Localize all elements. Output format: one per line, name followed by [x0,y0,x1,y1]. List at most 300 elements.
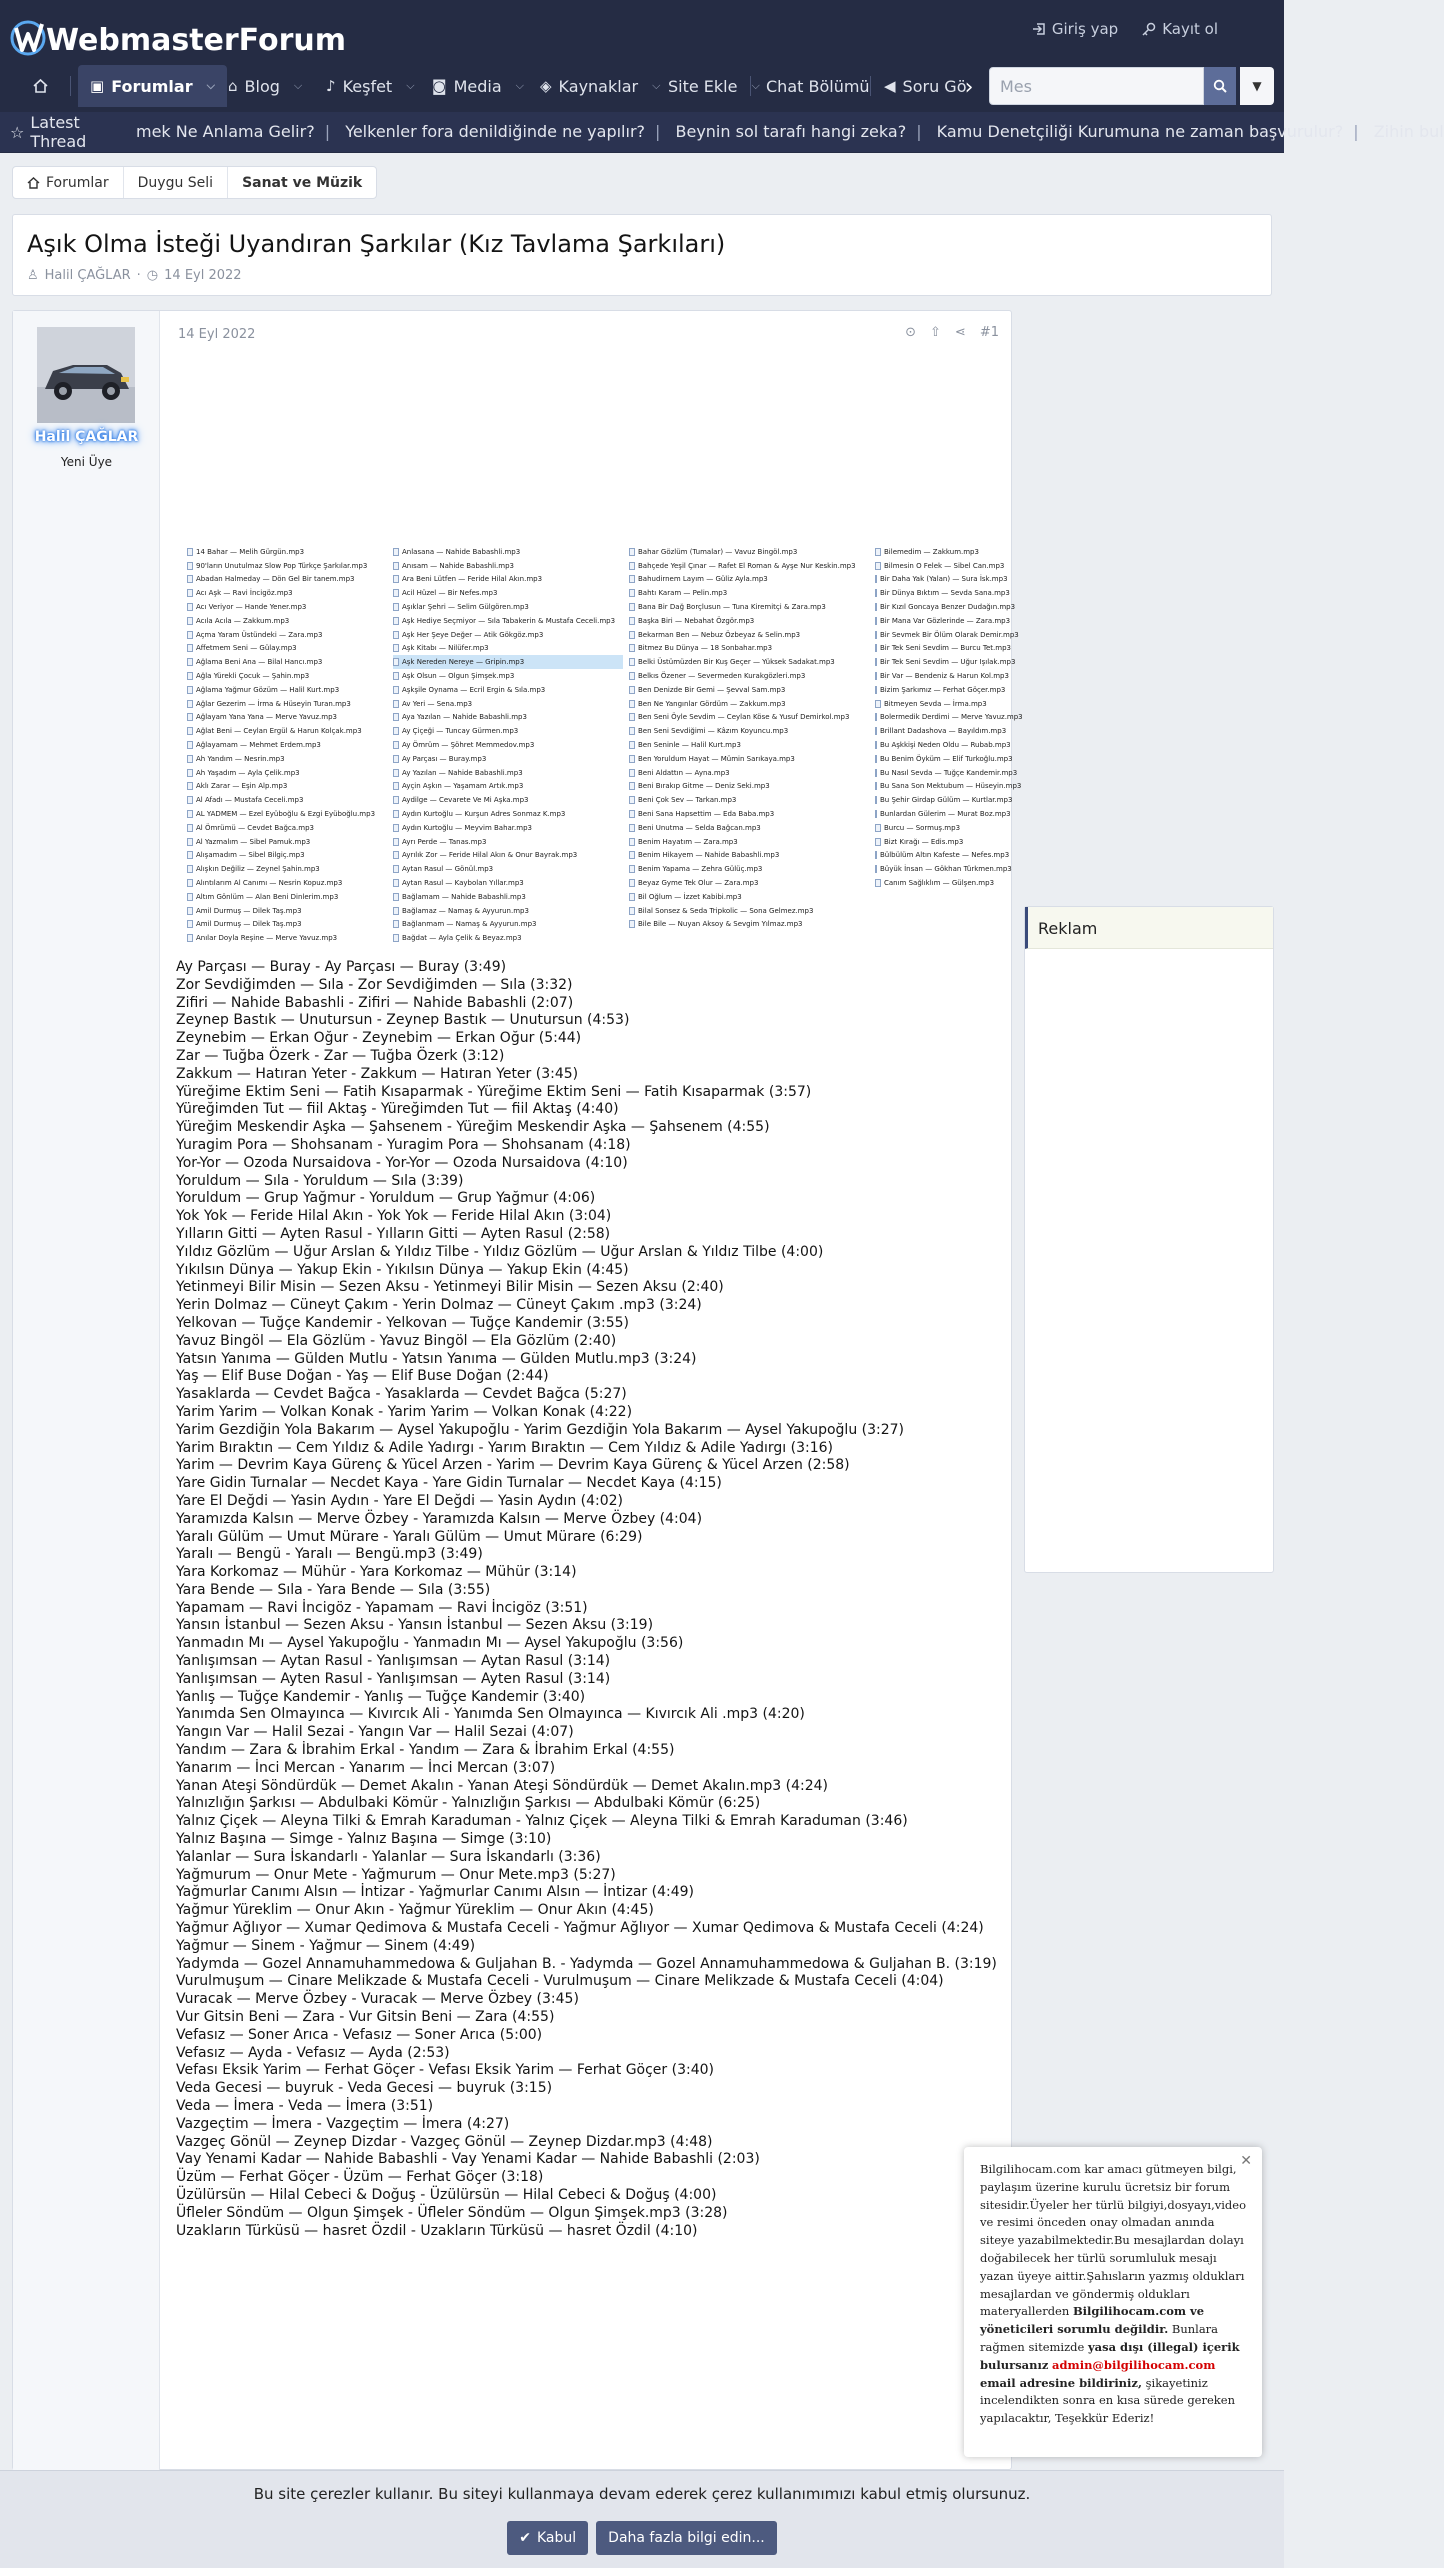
file-list-item: Ağlayam Yana Yana — Merve Yavuz.mp3 [187,711,387,725]
file-list-item: Benim Hayatım — Zara.mp3 [629,835,869,849]
track-line: Yarim Gezdiğin Yola Bakarım — Aysel Yakupoğlu - Yarim Gezdiğin Yola Bakarım — Aysel Yakupoğlu (3:27) [176,1421,905,1438]
file-icon [875,727,877,735]
file-icon [393,727,399,735]
file-icon [187,755,193,763]
file-column [629,545,869,931]
login-link[interactable]: Giriş yap [1032,20,1118,38]
arrow-up-icon[interactable]: ⇧ [930,325,941,340]
file-list-item: Ben Denizde Bir Gemi — Şevval Sam.mp3 [629,683,869,697]
file-list-item: Beyaz Gyme Tek Olur — Zara.mp3 [629,876,869,890]
post-number[interactable]: #1 [979,325,999,340]
file-icon [393,879,399,887]
file-icon [629,824,635,832]
track-line: Yatsın Yanıma — Gülden Mutlu - Yatsın Yanıma — Gülden Mutlu.mp3 (3:24) [176,1350,697,1367]
track-line: Yansın İstanbul — Sezen Aksu - Yansın İstanbul — Sezen Aksu (3:19) [176,1617,654,1634]
file-list-item: Bil Oğlum — İzzet Kabibi.mp3 [629,890,869,904]
track-line: Yerin Dolmaz — Cüneyt Çakım - Yerin Dolmaz — Cüneyt Çakım .mp3 (3:24) [176,1297,702,1314]
file-icon [187,713,193,721]
bell-icon: ♪ [326,77,336,95]
track-line: Yangın Var — Halil Sezai - Yangın Var — Halil Sezai (4:07) [176,1724,574,1741]
track-line: Yetinmeyi Bilir Misin — Sezen Aksu - Yetinmeyi Bilir Misin — Sezen Aksu (2:40) [176,1279,724,1296]
file-icon [187,824,193,832]
post-user-cell [13,311,160,2471]
track-line: Vurulmuşum — Cinare Melikzade & Mustafa Ceceli - Vurulmuşum — Cinare Melikzade & Mustafa Ceceli (4:04) [176,1973,944,1990]
file-list-item: Bilmesin O Felek — Sibel Can.mp3 [875,559,1005,573]
file-icon [629,838,635,846]
file-icon [393,769,399,777]
file-icon [875,713,877,721]
file-list-item: Alışamadım — Sibel Bilgiç.mp3 [187,849,387,863]
file-list-item: Acıla Acıla — Zakkum.mp3 [187,614,387,628]
track-line: Zifiri — Nahide Babashli - Zifiri — Nahide Babashli (2:07) [176,994,574,1011]
ticker-label: ☆ Latest Thread [0,112,132,152]
file-list-item: Ben Seni Öyle Sevdim — Ceylan Köse & Yusuf Demirkol.mp3 [629,711,869,725]
close-icon[interactable]: ✕ [1240,2153,1252,2169]
track-line: Yare El Değdi — Yasin Aydın - Yare El Değdi — Yasin Aydın (4:02) [176,1492,624,1509]
track-line: Vazgeçtim — İmera - Vazgeçtim — İmera (4:27) [176,2115,510,2132]
track-line: Yalnız Başına — Simge - Yalnız Başına — Simge (3:10) [176,1831,552,1848]
file-list-item: Canım Sağlıklım — Gülşen.mp3 [875,876,1005,890]
file-list-item: 14 Bahar — Melih Gürgün.mp3 [187,545,387,559]
latest-thread-ticker [0,112,1444,152]
file-list-item: Beni Unutma — Selda Bağcan.mp3 [629,821,869,835]
file-icon [393,838,399,846]
track-line: Veda Gecesi — buyruk - Veda Gecesi — buyruk (3:15) [176,2080,553,2097]
file-icon [875,810,877,818]
file-icon [187,658,193,666]
file-icon [187,727,193,735]
comment-icon: ▣ [90,77,105,95]
track-line: Üzüm — Ferhat Göçer - Üzüm — Ferhat Göçer (3:18) [176,2169,544,2186]
file-list-item: Aşk Hediye Seçmiyor — Sıla Tabakerin & Mustafa Ceceli.mp3 [393,614,623,628]
share-icon[interactable]: ⋖ [954,325,966,340]
file-icon [393,700,399,708]
chevron-down-icon[interactable]: ⌵ [406,79,415,92]
search-button[interactable] [1204,67,1236,105]
file-icon [875,824,881,832]
user-title: Yeni Üye [60,455,113,469]
track-line: Yanan Ateşi Söndürdük — Demet Akalın - Yanan Ateşi Söndürdük — Demet Akalın.mp3 (4:24) [176,1777,828,1794]
track-line: Yok Yok — Feride Hilal Akın - Yok Yok — Feride Hilal Akın (3:04) [176,1208,612,1225]
file-list-item: Acil Hüzel — Bir Nefes.mp3 [393,586,623,600]
file-icon [629,562,635,570]
file-icon [393,810,399,818]
file-icon [187,575,193,583]
file-list-item: Ay Parçası — Buray.mp3 [393,752,623,766]
file-icon [393,617,399,625]
home-icon [32,78,49,94]
thread-header [12,214,1272,296]
file-icon [393,644,399,652]
file-icon [875,658,877,666]
nav-site-ekle[interactable]: Site Ekle ⌵ [668,76,760,96]
track-line: Yare Gidin Turnalar — Necdet Kaya - Yare Gidin Turnalar — Necdet Kaya (4:15) [176,1475,722,1492]
track-line: Yüreğim Meskendir Aşka — Şahsenem - Yüreğim Meskendir Aşka — Şahsenem (4:55) [176,1119,770,1136]
camera-icon: ◙ [432,77,447,95]
file-icon [629,851,635,859]
file-list-item: Bu Şehir Girdap Gülüm — Kurtlar.mp3 [875,793,1005,807]
ticker-link[interactable]: Zihin bul [1373,122,1444,141]
ticker-items: mek Ne Anlama Gelir? | Yelkenler fora denildiğinde ne yapılır? | Beynin sol tarafı hangi zeka? | Kamu Denetçiliği Kurumuna ne zaman başvurulur? | Zihin bul [136,122,1444,141]
file-list-item: Burcu — Sormuş.mp3 [875,821,1005,835]
file-icon [187,644,193,652]
file-icon [393,893,399,901]
file-list-item: Bir Tek Seni Sevdim — Uğur Işılak.mp3 [875,655,1005,669]
search-icon [1213,79,1227,93]
file-list-item: Abadan Halmeday — Dön Gel Bir tanem.mp3 [187,573,387,587]
file-list-item: Ağla Yürekli Çocuk — Şahin.mp3 [187,669,387,683]
nav-soru[interactable]: ◀ Soru Gö [884,76,967,96]
chevron-down-icon: ▼ [1252,79,1262,93]
file-list-item: Ayrı Perde — Tanas.mp3 [393,835,623,849]
file-icon [393,824,399,832]
ad-block [1024,906,1274,1573]
file-list-item: Büyük İnsan — Gökhan Türkmen.mp3 [875,862,1005,876]
file-list-item: Brillant Dadashova — Bayıldım.mp3 [875,724,1005,738]
file-icon [187,686,193,694]
track-line: Yanlışımsan — Aytan Rasul - Yanlışımsan — Aytan Rasul (3:14) [176,1653,611,1670]
file-list-item: Bir Var — Bendeniz & Harun Kol.mp3 [875,669,1005,683]
contact-email[interactable]: admin@bilgilihocam.com [1052,2357,1216,2372]
file-icon [875,782,877,790]
file-list-item: Amil Durmuş — Dilek Taş.mp3 [187,904,387,918]
file-list-item: Ah Yaşadım — Ayla Çelik.mp3 [187,766,387,780]
file-list-item: Aşk Kitabı — Nilüfer.mp3 [393,642,623,656]
chevron-down-icon[interactable]: ⌵ [206,79,215,92]
file-column [875,545,1023,890]
file-list-item: Ben Seninle — Halil Kurt.mp3 [629,738,869,752]
login-icon [1032,22,1046,36]
user-icon: ♙ [27,268,39,283]
track-line: Zor Sevdiğimden — Sıla - Zor Sevdiğimden — Sıla (3:32) [176,976,573,993]
file-list-item: Başka Biri — Nebahat Özgör.mp3 [629,614,869,628]
file-icon [875,865,877,873]
megaphone-icon: ◀ [884,77,896,95]
file-icon [187,741,193,749]
file-list-item: Bile Bile — Nuyan Aksoy & Sevgim Yılmaz.mp3 [629,918,869,932]
thread-date[interactable]: 14 Eyl 2022 [164,268,242,283]
track-line: Yıldız Gözlüm — Uğur Arslan & Yıldız Tilbe - Yıldız Gözlüm — Uğur Arslan & Yıldız Tilbe (4:00) [176,1243,824,1260]
file-list-item: Anısam — Nahide Babashli.mp3 [393,559,623,573]
file-list-item: Bir Tek Seni Sevdim — Burcu Tet.mp3 [875,642,1005,656]
file-icon [393,631,399,639]
thread-author[interactable]: Halil ÇAĞLAR [44,268,131,283]
breadcrumb-item[interactable]: Sanat ve Müzik [242,174,363,191]
post-date[interactable]: 14 Eyl 2022 [178,327,256,342]
file-list-item: Bizim Şarkımız — Ferhat Göçer.mp3 [875,683,1005,697]
track-line: Yağmur Ağlıyor — Xumar Qedimova & Mustafa Ceceli - Yağmur Ağlıyor — Xumar Qedimova & Mustafa Ceceli (4:24) [176,1920,984,1937]
track-line: Vuracak — Merve Özbey - Vuracak — Merve Özbey (3:45) [176,1991,579,2008]
file-icon [629,769,635,777]
post [12,310,1023,2470]
file-column [187,545,387,945]
chevron-down-icon[interactable]: ⌵ [293,79,303,92]
track-line: Vefasız — Ayda - Vefasız — Ayda (2:53) [176,2044,450,2061]
file-icon [187,603,193,611]
file-list-item: Alışkın Değiliz — Zeynel Şahin.mp3 [187,862,387,876]
track-line: Yanlışımsan — Ayten Rasul - Yanlışımsan — Ayten Rasul (3:14) [176,1670,611,1687]
file-list-item: Bizt Kırağı — Edis.mp3 [875,835,1005,849]
file-icon [875,700,881,708]
file-icon [629,755,635,763]
track-line: Yasaklarda — Cevdet Bağca - Yasaklarda — Cevdet Bağca (5:27) [176,1386,627,1403]
post-tools [905,325,999,340]
file-list-item: Bitmeyen Sevda — İrma.mp3 [875,697,1005,711]
track-line: Yanarım — İnci Mercan - Yanarım — İnci Mercan (3:07) [176,1759,556,1776]
star-icon: ☆ [10,122,25,142]
clock-icon: ◷ [146,268,159,283]
file-list-item: Aklı Zarar — Eşin Alp.mp3 [187,780,387,794]
file-list-item: Bahudirnem Layım — Güliz Ayla.mp3 [629,573,869,587]
file-list-item: Ağlat Beni — Ceylan Ergül & Harun Kolçak.mp3 [187,724,387,738]
file-list-item: Beni Çok Sev — Tarkan.mp3 [629,793,869,807]
file-list-item: Bolermedik Derdimi — Merve Yavuz.mp3 [875,711,1005,725]
file-list-item: Al Ömrümü — Cevdet Bağca.mp3 [187,821,387,835]
track-line: Yalanlar — Sura İskandarlı - Yalanlar — Sura İskandarlı (3:36) [176,1848,601,1865]
file-list-item: Aşkşile Oynama — Ecril Ergin & Sıla.mp3 [393,683,623,697]
track-line: Yanlış — Tuğçe Kandemir - Yanlış — Tuğçe Kandemir (3:40) [176,1688,586,1705]
search-input[interactable]: Mes [989,67,1204,105]
file-list-item: Aydın Kurtoğlu — Kurşun Adres Sonmaz K.mp3 [393,807,623,821]
ticker-link[interactable]: Yelkenler fora denildiğinde ne yapılır? [345,122,646,141]
nav-home[interactable] [18,65,62,107]
file-icon [393,920,399,928]
file-list-item: Beni Bırakıp Gitme — Deniz Seki.mp3 [629,780,869,794]
track-line: Vazgeç Gönül — Zeynep Dizdar - Vazgeç Gönül — Zeynep Dizdar.mp3 (4:48) [176,2133,713,2150]
file-icon [187,865,193,873]
register-link[interactable]: Kayıt ol [1142,20,1218,38]
file-icon [629,603,635,611]
track-line: Zeynebim — Erkan Oğur - Zeynebim — Erkan Oğur (5:44) [176,1030,582,1047]
file-list-item: Ay Ömrüm — Şöhret Memmedov.mp3 [393,738,623,752]
file-list-item: Beni Sana Hapsettim — Eda Baba.mp3 [629,807,869,821]
chevron-down-icon[interactable]: ⌵ [515,79,524,92]
file-icon [629,907,635,915]
file-icon [187,810,193,818]
file-icon [875,603,877,611]
file-icon [629,727,635,735]
file-list-item: Bir Kızıl Goncaya Benzer Dudağın.mp3 [875,600,1005,614]
file-list-item: Aytan Rasul — Gönül.mp3 [393,862,623,876]
file-list-item: Aşk Her Şeye Değer — Atik Gökgöz.mp3 [393,628,623,642]
file-list-item: Ay Çiçeği — Tuncay Gürmen.mp3 [393,724,623,738]
nav-kesfet[interactable]: ♪ Keşfet ⌵ [326,76,415,96]
track-line: Yaralı — Bengü - Yaralı — Bengü.mp3 (3:49) [176,1546,483,1563]
file-icon [629,686,635,694]
track-line: Yara Korkomaz — Mühür - Yara Korkomaz — Mühür (3:14) [176,1564,577,1581]
file-icon [875,672,877,680]
ticker-link[interactable]: mek Ne Anlama Gelir? [136,122,315,141]
file-list-item: Amil Durmuş — Dilek Taş.mp3 [187,918,387,932]
file-icon [875,838,881,846]
file-list-item: Aşıklar Şehri — Selim Gülgören.mp3 [393,600,623,614]
file-list-item: Bu Aşkkişi Neden Oldu — Rubab.mp3 [875,738,1005,752]
file-list-item: 90'ların Unutulmaz Slow Pop Türkçe Şarkılar.mp3 [187,559,387,573]
nav-kaynaklar[interactable]: ◈ Kaynaklar ⌵ [540,76,661,96]
file-icon [875,741,877,749]
file-icon [629,879,635,887]
breadcrumb-item[interactable]: Duygu Seli [124,167,228,198]
file-list-item: Alıntılarım Al Canımı — Nesrin Kopuz.mp3 [187,876,387,890]
box-icon: ◈ [540,77,552,95]
file-icon [187,562,193,570]
file-list-item: Aytan Rasul — Kaybolan Yıllar.mp3 [393,876,623,890]
file-icon [875,686,877,694]
check-icon: ✔ [519,2530,531,2546]
file-list-item: Anlasana — Nahide Babashli.mp3 [393,545,623,559]
file-icon [875,879,881,887]
nav-scroll-right-icon[interactable]: › [964,74,974,100]
file-icon [875,644,877,652]
nav-media[interactable]: ◙ Media ⌵ [432,76,524,96]
file-icon [393,575,399,583]
track-line: Zakkum — Hatıran Yeter - Zakkum — Hatıran Yeter (3:45) [176,1065,579,1082]
file-list-item: Affetmem Seni — Gülay.mp3 [187,642,387,656]
svg-text:WebmasterForum: WebmasterForum [46,23,346,58]
track-line: Yuragim Pora — Shohsanam - Yuragim Pora — Shohsanam (4:18) [176,1136,631,1153]
chevron-down-icon[interactable]: ⌵ [751,79,760,92]
file-list-item: Ağlayamam — Mehmet Erdem.mp3 [187,738,387,752]
cookie-text: Bu site çerezler kullanır. Bu siteyi kullanmaya devam ederek çerez kullanımımızı kabul etmiş olursunuz. [253,2485,1031,2503]
file-list-item: Aşk Nereden Nereye — Gripin.mp3 [393,655,623,669]
file-icon [187,769,193,777]
track-line: Vefası Eksik Yarim — Ferhat Göçer - Vefası Eksik Yarim — Ferhat Göçer (3:40) [176,2062,714,2079]
track-line: Yelkovan — Tuğçe Kandemir - Yelkovan — Tuğçe Kandemir (3:55) [176,1314,630,1331]
file-list-item: Ağlama Yağmur Gözüm — Halil Kurt.mp3 [187,683,387,697]
track-line: Yarim Bıraktın — Cem Yıldız & Adile Yadırgı - Yarım Bıraktın — Cem Yıldız & Adile Yadırgı (3:16) [176,1439,833,1456]
file-icon [629,700,635,708]
file-icon [393,851,399,859]
key-icon [1142,22,1156,36]
file-list-item: Bahar Gözlüm (Tumalar) — Vavuz Bingöl.mp3 [629,545,869,559]
file-list-item: Acı Veriyor — Hande Yener.mp3 [187,600,387,614]
file-list-item: Bahtı Karam — Pelin.mp3 [629,586,869,600]
file-list-item: Bana Bir Dağ Borçlusun — Tuna Kiremitçi & Zara.mp3 [629,600,869,614]
track-line: Yapamam — Ravi İncigöz - Yapamam — Ravi İncigöz (3:51) [176,1599,588,1616]
file-icon [187,589,193,597]
learn-more-button[interactable]: Daha fazla bilgi edin... [596,2521,777,2555]
track-line: Veda — İmera - Veda — İmera (3:51) [176,2098,434,2114]
track-line: Yağmurlar Canımı Alsın — İntizar - Yağmurlar Canımı Alsın — İntizar (4:49) [176,1884,694,1901]
track-line: Yadymda — Gozel Annamuhammedowa & Guljahan B. - Yadymda — Gozel Annamuhammedowa & Guljahan B. (3:19) [176,1955,997,1972]
file-icon [393,865,399,873]
file-icon [393,603,399,611]
file-icon [393,741,399,749]
file-icon [629,548,635,556]
track-line: Yıkılsın Dünya — Yakup Ekin - Yıkılsın Dünya — Yakup Ekin (4:45) [176,1261,629,1278]
file-list-item: Beni Aldattın — Ayna.mp3 [629,766,869,780]
file-icon [629,796,635,804]
breadcrumb-item[interactable]: Forumlar [13,167,124,198]
file-icon [187,851,193,859]
chevron-down-icon[interactable]: ⌵ [652,79,661,92]
file-list-item: Ben Seni Sevdiğimi — Kâzım Koyuncu.mp3 [629,724,869,738]
file-list-item: Bağlamaz — Namaş & Ayyurun.mp3 [393,904,623,918]
file-icon [629,713,635,721]
file-icon [393,782,399,790]
file-icon [629,575,635,583]
file-icon [187,838,193,846]
file-icon [629,920,635,928]
cookie-notice [0,2470,1284,2568]
track-line: Yoruldum — Sıla - Yoruldum — Sıla (3:39) [176,1172,464,1189]
file-list-item: AL YADMEM — Ezel Eyüboğlu & Ezgi Eyüboğlu.mp3 [187,807,387,821]
file-icon [629,741,635,749]
file-icon [187,617,193,625]
site-logo[interactable] [8,14,346,62]
file-icon [187,782,193,790]
avatar[interactable] [37,327,135,423]
search-options-button[interactable] [1240,67,1274,105]
track-line: Vefasız — Soner Arıca - Vefasız — Soner Arıca (5:00) [176,2026,543,2043]
file-list-item: Benim Hikayem — Nahide Babashli.mp3 [629,849,869,863]
track-line: Yandım — Zara & İbrahim Erkal - Yandım — Zara & İbrahim Erkal (4:55) [176,1742,675,1759]
file-icon [875,548,881,556]
file-icon [875,589,877,597]
nav-blog[interactable]: ⌂ Blog ⌵ [228,76,303,96]
file-list-item: Bekarman Ben — Nebuz Özbeyaz & Selin.mp3 [629,628,869,642]
track-line: Yoruldum — Grup Yağmur - Yoruldum — Grup Yağmur (4:06) [176,1190,596,1207]
file-icon [187,796,193,804]
track-line: Yarim Yarim — Volkan Konak - Yarim Yarim — Volkan Konak (4:22) [176,1403,633,1420]
ad-title: Reklam [1025,907,1273,949]
account-links [1032,20,1284,38]
file-list-item: Al Afadı — Mustafa Ceceli.mp3 [187,793,387,807]
file-icon [629,589,635,597]
nav-chat[interactable]: Chat Bölümü [766,76,870,96]
file-icon [629,631,635,639]
accept-cookies-button[interactable]: ✔ Kabul [507,2521,588,2555]
file-list-item: Anılar Doyla Reşine — Merve Yavuz.mp3 [187,931,387,945]
file-icon [629,617,635,625]
post-username[interactable]: Halil ÇAĞLAR [34,429,139,445]
file-icon [393,658,399,666]
file-list-item: Bu Benim Öyküm — Elif Turkoğlu.mp3 [875,752,1005,766]
bookmark-icon[interactable]: ⊙ [905,325,917,340]
track-line: Ay Parçası — Buray - Ay Parçası — Buray (3:49) [176,959,507,975]
file-icon [875,617,877,625]
file-icon [393,562,399,570]
file-list-item: Bir Daha Yak (Yalan) — Sura İsk.mp3 [875,573,1005,587]
track-line: Üzülürsün — Hilal Cebeci & Doğuş - Üzülürsün — Hilal Cebeci & Doğuş (4:00) [176,2186,717,2203]
file-list-item: Belki Üstümüzden Bir Kuş Geçer — Yüksek Sadakat.mp3 [629,655,869,669]
file-list-item: Bunlardan Gülerim — Murat Boz.mp3 [875,807,1005,821]
track-list [176,959,1006,2240]
file-icon [187,893,193,901]
file-list-item: Aydilge — Cevarete Ve Mi Aşka.mp3 [393,793,623,807]
file-list-item: Bu Nasıl Sevda — Tuğçe Kandemir.mp3 [875,766,1005,780]
file-list-item: Belkıs Özener — Severmeden Kurakgözleri.mp3 [629,669,869,683]
file-list-item: Ayrılık Zor — Feride Hilal Akın & Onur Bayrak.mp3 [393,849,623,863]
home-icon [27,177,40,189]
file-icon [629,865,635,873]
track-line: Yılların Gitti — Ayten Rasul - Yılların Gitti — Ayten Rasul (2:58) [176,1225,611,1242]
file-icon [875,796,877,804]
ticker-link[interactable]: Kamu Denetçiliği Kurumuna ne zaman başvurulur? [936,122,1344,141]
file-icon [629,672,635,680]
file-icon [875,631,877,639]
track-line: Yara Bende — Sıla - Yara Bende — Sıla (3:55) [176,1581,491,1598]
file-icon [875,769,877,777]
track-line: Zeynep Bastık — Unutursun - Zeynep Bastık — Unutursun (4:53) [176,1012,630,1029]
nav-forumlar[interactable]: ▣ Forumlar ⌵ [78,65,227,107]
file-icon [393,686,399,694]
ticker-link[interactable]: Beynin sol tarafı hangi zeka? [675,122,907,141]
track-line: Yüreğimden Tut — fiil Aktaş - Yüreğimden Tut — fiil Aktaş (4:40) [176,1101,619,1118]
file-list-item: Açma Yaram Üstündeki — Zara.mp3 [187,628,387,642]
file-icon [187,907,193,915]
file-list-item: Bitmez Bu Dünya — 18 Sonbahar.mp3 [629,642,869,656]
